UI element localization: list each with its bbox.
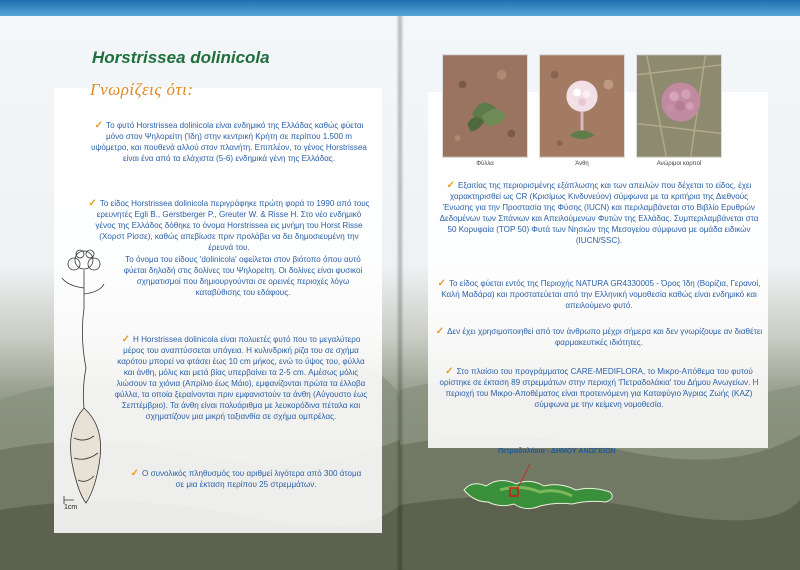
paragraph-population [130, 468, 362, 490]
page-spine [396, 16, 404, 570]
checkmark-icon: ✓ [446, 180, 455, 191]
paragraph-morphology [112, 334, 370, 422]
checkmark-icon: ✓ [121, 334, 130, 345]
paragraph-conservation-status [434, 180, 764, 246]
top-color-band [0, 0, 800, 16]
paragraph-morphology-text: Η Horstrissea dolinicola είναι πολυετές φυτό που το μεγαλύτερο μέρος του αναπτύσσεται υπόγεια. Η κυλινδρική ρίζα του σε σχήμα καρότου μπορεί να φτάσει έως 10 cm μήκος, ενώ το ύψος του, φύλλα και άνθη, μόλις και μετά βίας υπερβαίνει τα 2-5 cm. Αμέσως μόλις λιώσουν τα χιόνια (Απρίλιο έως Μάιο), εμφανίζονται πρώτα τα έλλοβα φύλλα, τα οποία ξεραίνονται πριν εμφανιστούν τα άνθη (Αύγουστο έως Σεπτέμβριο). Τα άνθη είναι πολυάριθμα με λευκορόδινα πέταλα και σχηματίζουν μια μικρή ταξιανθία σε σχήμα ομπρέλας. [114, 335, 368, 421]
checkmark-icon: ✓ [445, 366, 454, 377]
plant-root-illustration [44, 248, 124, 508]
checkmark-icon: ✓ [88, 198, 97, 209]
scale-label: 1cm [64, 504, 78, 511]
did-you-know-heading: Γνωρίζεις ότι: [90, 80, 194, 99]
paragraph-endemic [88, 120, 370, 164]
paragraph-name-origin [118, 254, 368, 298]
checkmark-icon: ✓ [437, 278, 446, 289]
caption-fruits: Ανώριμοι καρποί [656, 161, 702, 167]
page-title: Horstrissea dolinicola [92, 48, 270, 67]
paragraph-conservation-status-text: Εξαιτίας της περιορισμένης εξάπλωσης και των απειλών που δέχεται το είδος, έχει χαρακτηρισθεί ως CR (Κρισίμως Κινδυνεύον) σύμφωνα με τα κριτήρια της Διεθνούς Ένωσης για την Προστασία της Φύσης (IUCN) και περιλαμβάνεται στο Βιβλίο Ερυθρών Δεδομένων των Σπάνιων και Απειλούμενων Φυτών της Ελλάδας. Συμπεριλαμβάνεται στα 50 Κορυφαία (TOP 50) Φυτά των Νησιών της Μεσογείου σύμφωνα με ομάδα ειδικών (IUCN/SSC). [439, 181, 759, 245]
photo-immature-fruits [636, 54, 722, 158]
paragraph-micro-reserve-text: Στο πλαίσιο του προγράμματος CARE-MEDIFLORA, το Μικρο-Απόθεμα του φυτού ορίστηκε σε έκταση 89 στρεμμάτων στην περιοχή 'Πετραδολάκια' του Δήμου Ανωγείων. Η περιοχή του Μικρο-Αποθέματος είναι προτεινόμενη για Καταφύγιο Άγριας Ζωής (ΚΑΖ) σύμφωνα με την κείμενη νομοθεσία. [439, 367, 759, 409]
paragraph-population-text: Ο συνολικός πληθυσμός του αριθμεί λιγότερα από 300 άτομα σε μια έκταση περίπου 25 στρεμμάτων. [142, 469, 362, 489]
paragraph-name-origin-text: Το όνομα του είδους 'dolinicola' οφείλεται στον βιότοπο όπου αυτό φύεται δηλαδή στις δολίνες του Ψηλορείτη. Οι δολίνες είναι φυσικοί σχηματισμοί που δημιουργούνται σε ορεινές περιοχές λόγω καταβύθισης του εδάφους. [123, 255, 363, 297]
photo-flower [539, 54, 625, 158]
map-location-label: Πετραδολάκια - ΔΗΜΟΥ ΑΝΩΓΕΙΩΝ [498, 448, 616, 455]
checkmark-icon: ✓ [94, 120, 104, 131]
left-page [0, 16, 400, 570]
paragraph-description-history-text: Το είδος Horstrissea dolinicola περιγράφηκε πρώτη φορά το 1990 από τους ερευνητές Egli B., Gerstberger P., Greuter W. & Risse H. Στο νέο ενδημικό γένος της Ελλάδος δόθηκε το όνομα Horstrissea εις μνήμη του Horst Risse (Χορστ Ρίσσε), καθώς απεβίωσε πριν προλάβει να δει δημοσιευμένη την έρευνά του. [95, 199, 370, 252]
paragraph-description-history [88, 198, 370, 253]
caption-leaves: Φύλλα [476, 161, 494, 167]
crete-location-map [460, 456, 620, 526]
paragraph-human-use [434, 326, 764, 348]
right-page [400, 16, 800, 570]
caption-flower: Άνθη [575, 161, 589, 167]
paragraph-endemic-text: Το φυτό Horstrissea dolinicola είναι ενδημικό της Ελλάδας καθώς φύεται μόνο στον Ψηλορείτη (Ίδη) στην κεντρική Κρήτη σε περίπου 1.500 m υψόμετρο, και πουθενά αλλού στον πλανήτη. Επιπλέον, το γένος Horstrissea είναι ένα από τα ελάχιστα (5-6) ενδημικά γένη της Ελλάδας. [91, 121, 367, 163]
paragraph-natura-protection-text: Το είδος φύεται εντός της Περιοχής NATURA GR4330005 - Όρος Ίδη (Βορίζια, Γερανοί, Καλή Μαδάρα) και προστατεύεται από την Ελληνική νομοθεσία καθώς είναι ενδημικό και απειλούμενο φυτό. [441, 279, 761, 310]
paragraph-micro-reserve [434, 366, 764, 410]
paragraph-human-use-text: Δεν έχει χρησιμοποιηθεί από τον άνθρωπο μέχρι σήμερα και δεν γνωρίζουμε αν διαθέτει φαρμακευτικές ιδιότητες. [447, 327, 763, 347]
checkmark-icon: ✓ [435, 326, 445, 337]
checkmark-icon: ✓ [130, 468, 140, 479]
photo-leaves [442, 54, 528, 158]
paragraph-natura-protection [434, 278, 764, 311]
